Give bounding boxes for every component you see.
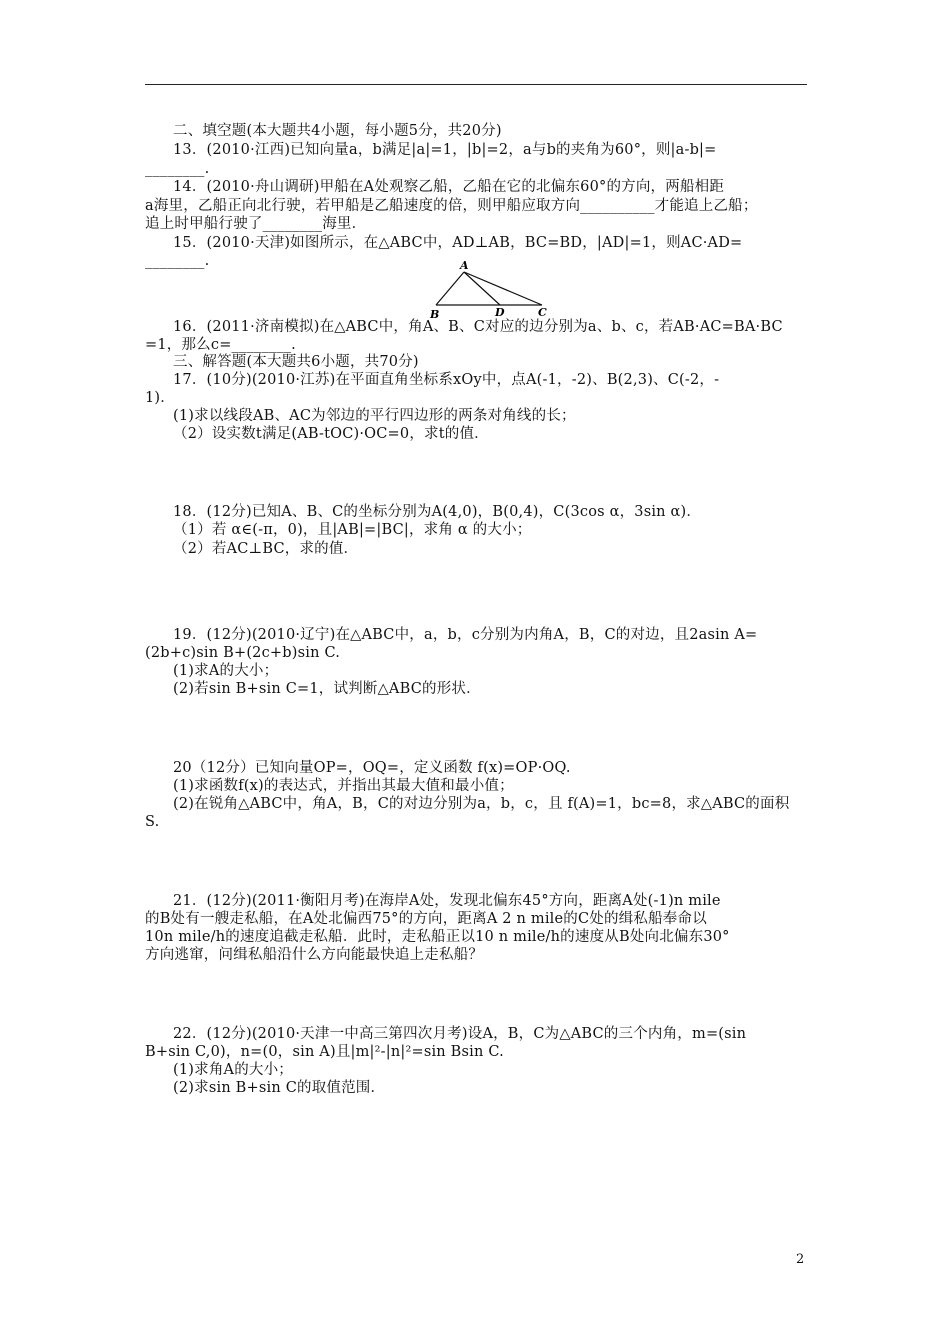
problem-20-part-1: (1)求函数f(x)的表达式，并指出其最大值和最小值； [173,778,514,794]
label-d: D [495,306,505,319]
problem-17-part-1: (1)求以线段AB、AC为邻边的平行四边形的两条对角线的长； [173,408,576,424]
problem-18-part-2: （2）若AC⊥BC，求的值． [173,541,359,557]
problem-22-line-1: 22．(12分)(2010·天津一中高三第四次月考)设A，B，C为△ABC的三个内角，m=(sin [173,1026,747,1042]
problem-15-line-1: 15．(2010·天津)如图所示，在△ABC中，AD⊥AB，BC=BD，|AD|=1，则AC·AD= [173,235,743,251]
problem-19-line-2: (2b+c)sin B+(2c+b)sin C. [145,645,341,661]
problem-20-line-4: S. [145,814,160,830]
problem-19-part-1: (1)求A的大小； [173,663,279,679]
problem-14-line-2: a海里，乙船正向北行驶，若甲船是乙船速度的倍，则甲船应取方向__________才能追上乙船； [145,198,758,214]
label-c: C [538,306,547,319]
problem-18-line-1: 18．(12分)已知A、B、C的坐标分别为A(4,0)，B(0,4)，C(3cos α，3sin α)． [173,504,702,520]
edge-ab [436,272,464,305]
label-a: A [460,260,469,272]
problem-22-part-2: (2)求sin B+sin C的取值范围． [173,1080,386,1096]
problem-22-part-1: (1)求角A的大小； [173,1062,294,1078]
label-b: B [430,308,440,321]
section-heading-solutions: 三、解答题(本大题共6小题，共70分) [173,354,419,370]
problem-14-line-3: 追上时甲船行驶了________海里． [145,216,367,232]
problem-20-line-1: 20（12分）已知向量OP=，OQ=，定义函数 f(x)=OP·OQ. [173,760,571,776]
problem-21-line-4: 方向逃窜，问缉私船沿什么方向能最快追上走私船？ [145,947,484,963]
problem-16-line-1: 16．(2011·济南模拟)在△ABC中，角A、B、C对应的边分别为a、b、c，若AB·AC=BA·BC [173,319,783,335]
problem-21-line-1: 21．(12分)(2011·衡阳月考)在海岸A处，发现北偏东45°方向，距离A处(-1)n mile [173,893,721,909]
problem-16-line-2: =1，那么c=________. [145,337,296,353]
section-heading-fill-blank: 二、填空题(本大题共4小题，每小题5分，共20分) [173,123,502,139]
problem-20-part-2: (2)在锐角△ABC中，角A，B，C的对边分别为a，b，c，且 f(A)=1，bc=8，求△ABC的面积 [173,796,790,812]
problem-19-part-2: (2)若sin B+sin C=1，试判断△ABC的形状． [173,681,481,697]
edge-ad [464,272,500,305]
header-rule [145,84,807,85]
problem-13-line-1: 13．(2010·江西)已知向量a，b满足|a|=1，|b|=2，a与b的夹角为60°，则|a-b|= [173,142,717,158]
problem-21-line-2: 的B处有一艘走私船，在A处北偏西75°的方向，距离A 2 n mile的C处的缉私船奉命以 [145,911,707,927]
problem-14-line-1: 14．(2010·舟山调研)甲船在A处观察乙船，乙船在它的北偏东60°的方向，两船相距 [173,179,725,195]
problem-15-line-2: ________. [145,253,210,269]
problem-18-part-1: （1）若 α∈(-π，0)，且|AB|=|BC|，求角 α 的大小； [173,522,532,538]
problem-19-line-1: 19．(12分)(2010·辽宁)在△ABC中，a，b，c分别为内角A，B，C的对边，且2asin A= [173,627,758,643]
problem-22-line-2: B+sin C,0)，n=(0，sin A)且|m|²-|n|²=sin Bsin C. [145,1044,504,1060]
problem-17-line-1: 17．(10分)(2010·江苏)在平面直角坐标系xOy中，点A(-1，-2)、B(2,3)、C(-2，- [173,372,720,388]
edge-ac [464,272,542,305]
page-number: 2 [796,1252,805,1267]
problem-21-line-3: 10n mile/h的速度追截走私船．此时，走私船正以10 n mile/h的速度从B处向北偏东30° [145,929,730,945]
triangle-figure [420,260,560,322]
problem-13-line-2: ________. [145,161,210,177]
problem-17-line-2: 1)． [145,390,175,406]
problem-17-part-2: （2）设实数t满足(AB-tOC)·OC=0，求t的值． [173,426,489,442]
